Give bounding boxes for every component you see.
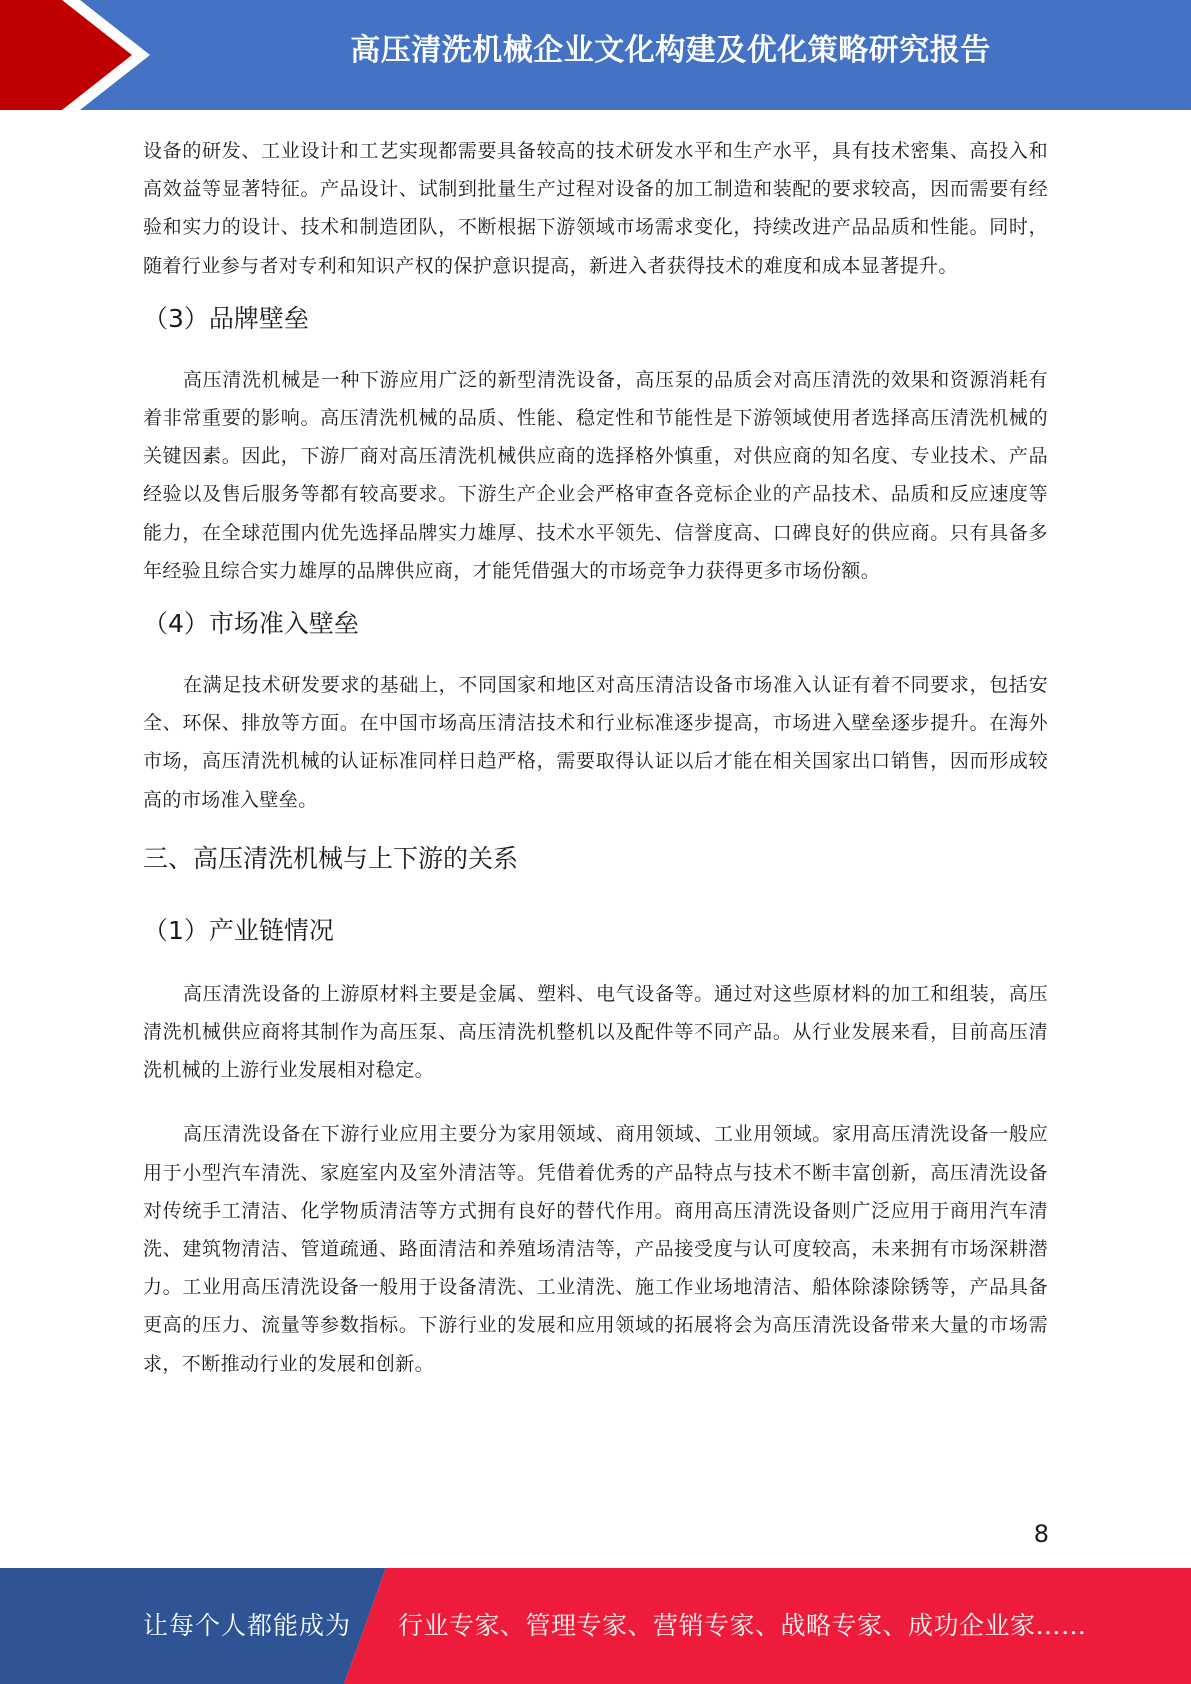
page-footer (0, 1568, 1191, 1684)
footer-slogan-right: 行业专家、管理专家、营销专家、战略专家、成功企业家…… (398, 1611, 1087, 1640)
header-title: 高压清洗机械企业文化构建及优化策略研究报告 (350, 33, 991, 68)
section-heading-upstream-downstream: 三、高压清洗机械与上下游的关系 (143, 843, 519, 873)
heading-brand-barrier: （3）品牌壁垒 (143, 303, 309, 333)
document-body (143, 132, 1048, 1383)
header-chevron-graphic (0, 0, 160, 110)
paragraph-tech-barrier-continued: 设备的研发、工业设计和工艺实现都需要具备较高的技术研发水平和生产水平，具有技术密集、高投入和高效益等显著特征。产品设计、试制到批量生产过程对设备的加工制造和装配的要求较高，因而需要有经验和实力的设计、技术和制造团队，不断根据下游领域市场需求变化，持续改进产品品质和性能。同时，随着行业参与者对专利和知识产权的保护意识提高，新进入者获得技术的难度和成本显著提升。 (143, 140, 1048, 277)
paragraph-downstream: 高压清洗设备在下游行业应用主要分为家用领域、商用领域、工业用领域。家用高压清洗设备一般应用于小型汽车清洗、家庭室内及室外清洁等。凭借着优秀的产品特点与技术不断丰富创新，高压清洗设备对传统手工清洁、化学物质清洁等方式拥有良好的替代作用。商用高压清洗设备则广泛应用于商用汽车清洗、建筑物清洁、管道疏通、路面清洁和养殖场清洁等，产品接受度与认可度较高，未来拥有市场深耕潜力。工业用高压清洗设备一般用于设备清洗、工业清洗、施工作业场地清洁、船体除漆除锈等，产品具备更高的压力、流量等参数指标。下游行业的发展和应用领域的拓展将会为高压清洗设备带来大量的市场需求，不断推动行业的发展和创新。 (143, 1123, 1048, 1375)
page-header (0, 0, 1191, 110)
paragraph-market-access-barrier: 在满足技术研发要求的基础上，不同国家和地区对高压清洁设备市场准入认证有着不同要求，包括安全、环保、排放等方面。在中国市场高压清洁技术和行业标准逐步提高，市场进入壁垒逐步提升。在海外市场，高压清洗机械的认证标准同样日趋严格，需要取得认证以后才能在相关国家出口销售，因而形成较高的市场准入壁垒。 (143, 674, 1048, 811)
heading-market-access-barrier: （4）市场准入壁垒 (143, 609, 359, 639)
heading-industry-chain: （1）产业链情况 (143, 915, 334, 945)
paragraph-brand-barrier: 高压清洗机械是一种下游应用广泛的新型清洗设备，高压泵的品质会对高压清洗的效果和资源消耗有着非常重要的影响。高压清洗机械的品质、性能、稳定性和节能性是下游领域使用者选择高压清洗机械的关键因素。因此，下游厂商对高压清洗机械供应商的选择格外慎重，对供应商的知名度、专业技术、产品经验以及售后服务等都有较高要求。下游生产企业会严格审查各竞标企业的产品技术、品质和反应速度等能力，在全球范围内优先选择品牌实力雄厚、技术水平领先、信誉度高、口碑良好的供应商。只有具备多年经验且综合实力雄厚的品牌供应商，才能凭借强大的市场竞争力获得更多市场份额。 (143, 368, 1048, 582)
page-number: 8 (1033, 1520, 1049, 1548)
footer-slogan-left: 让每个人都能成为 (143, 1611, 352, 1640)
paragraph-upstream: 高压清洗设备的上游原材料主要是金属、塑料、电气设备等。通过对这些原材料的加工和组装，高压清洗机械供应商将其制作为高压泵、高压清洗机整机以及配件等不同产品。从行业发展来看，目前高压清洗机械的上游行业发展相对稳定。 (143, 982, 1048, 1082)
